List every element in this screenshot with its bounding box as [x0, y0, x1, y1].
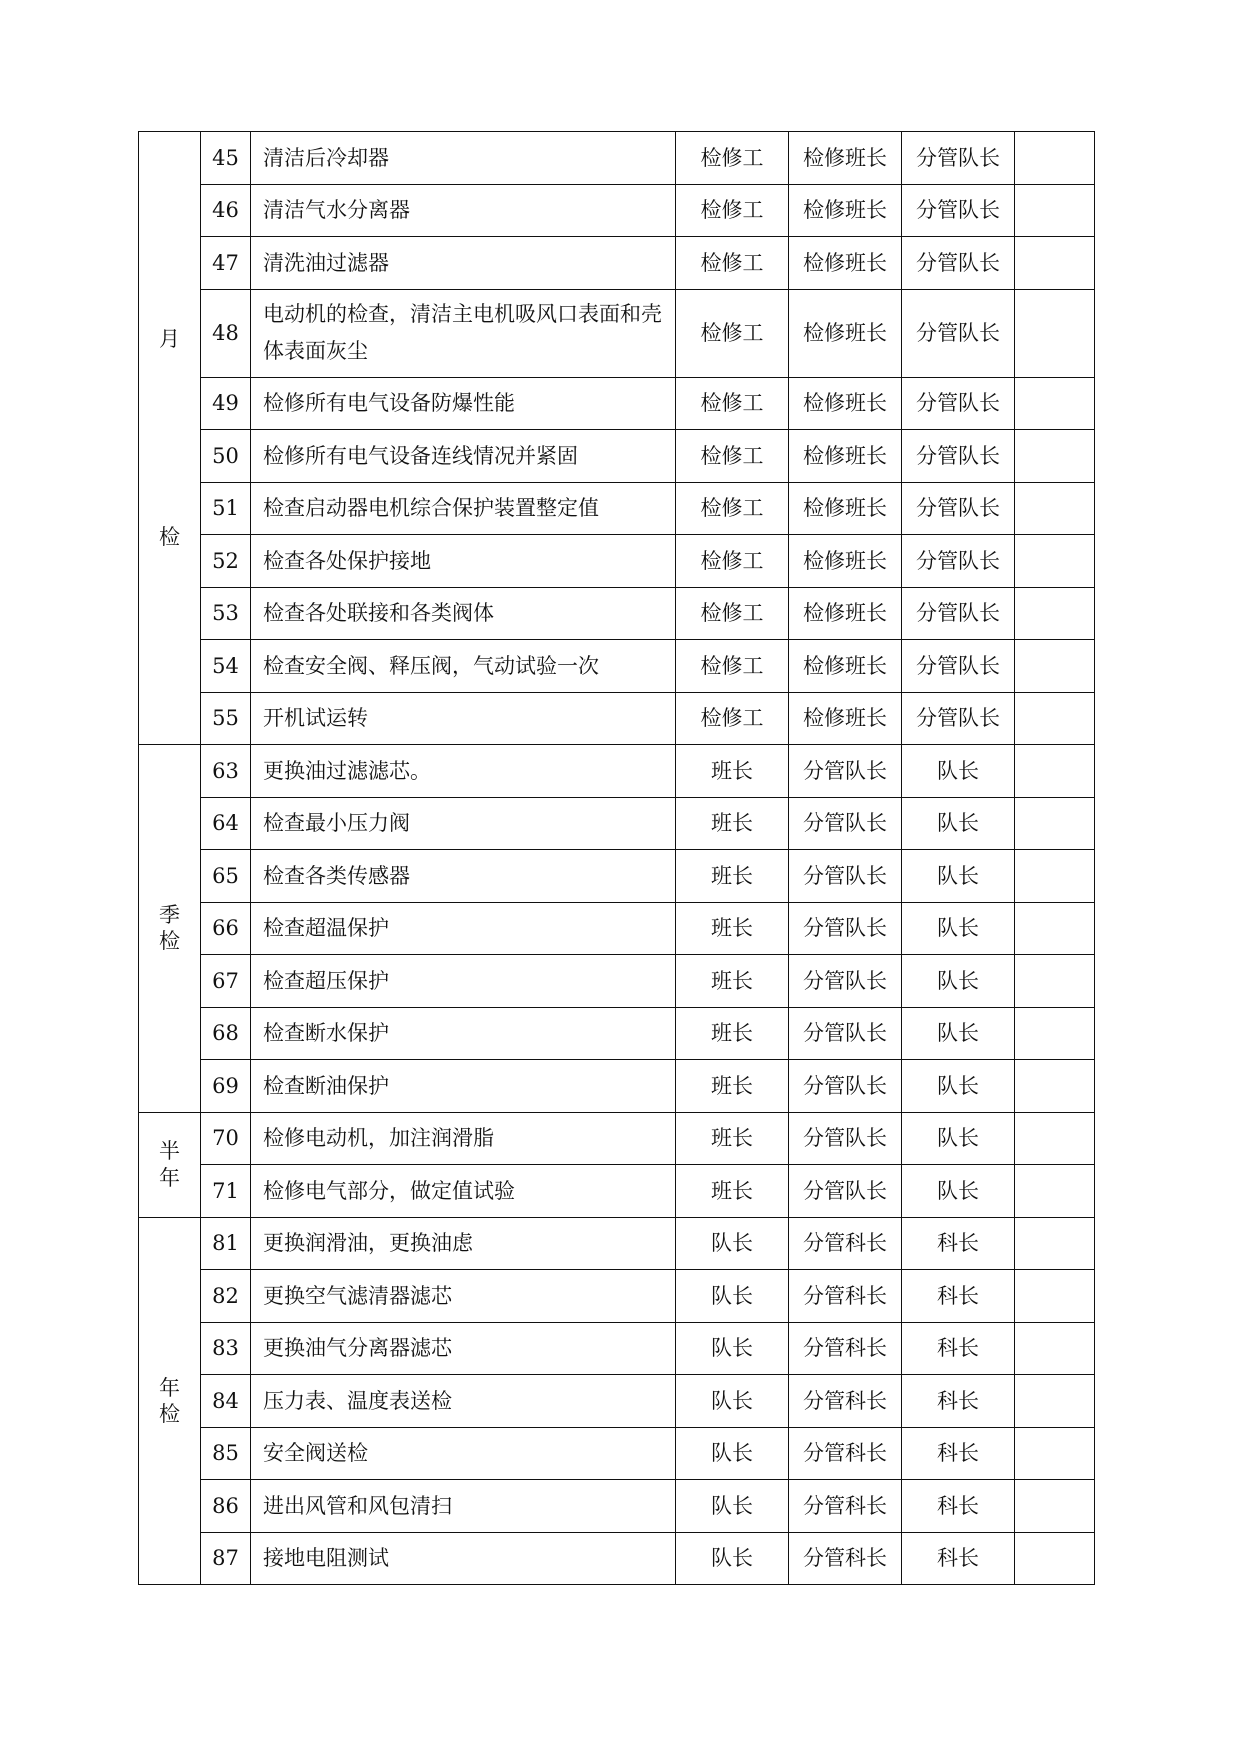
supervisor-cell: 队长: [902, 1007, 1015, 1060]
category-char-1: 年: [159, 1375, 180, 1400]
executor-cell: 队长: [676, 1322, 789, 1375]
category-cell: [139, 132, 201, 745]
checker-cell: 分管科长: [789, 1427, 902, 1480]
supervisor-cell: 分管队长: [902, 237, 1015, 290]
supervisor-cell: 队长: [902, 955, 1015, 1008]
row-number: 48: [201, 289, 251, 377]
table-row: [139, 1007, 1095, 1060]
supervisor-cell: 科长: [902, 1532, 1015, 1585]
checker-cell: 检修班长: [789, 692, 902, 745]
executor-cell: 队长: [676, 1427, 789, 1480]
table-row: [139, 1165, 1095, 1218]
table-row: [139, 289, 1095, 377]
supervisor-cell: 队长: [902, 1165, 1015, 1218]
executor-cell: 队长: [676, 1532, 789, 1585]
executor-cell: 检修工: [676, 184, 789, 237]
remarks-cell: [1015, 377, 1095, 430]
remarks-cell: [1015, 1217, 1095, 1270]
remarks-cell: [1015, 797, 1095, 850]
category-cell: [139, 745, 201, 1113]
executor-cell: 队长: [676, 1270, 789, 1323]
supervisor-cell: 科长: [902, 1480, 1015, 1533]
executor-cell: 队长: [676, 1375, 789, 1428]
table-row: [139, 640, 1095, 693]
row-number: 81: [201, 1217, 251, 1270]
table-body: [139, 132, 1095, 1585]
category-cell: [139, 1112, 201, 1217]
remarks-cell: [1015, 1165, 1095, 1218]
category-char-2: 检: [159, 525, 180, 549]
table-row: [139, 1217, 1095, 1270]
checker-cell: 分管队长: [789, 902, 902, 955]
supervisor-cell: 分管队长: [902, 377, 1015, 430]
row-number: 65: [201, 850, 251, 903]
row-number: 52: [201, 535, 251, 588]
item-description: 更换油过滤滤芯。: [251, 745, 676, 798]
remarks-cell: [1015, 745, 1095, 798]
row-number: 87: [201, 1532, 251, 1585]
executor-cell: 检修工: [676, 482, 789, 535]
table-row: [139, 1060, 1095, 1113]
row-number: 84: [201, 1375, 251, 1428]
row-number: 55: [201, 692, 251, 745]
executor-cell: 检修工: [676, 430, 789, 483]
executor-cell: 班长: [676, 1060, 789, 1113]
table-row: [139, 1480, 1095, 1533]
category-cell: [139, 1217, 201, 1585]
table-row: [139, 377, 1095, 430]
checker-cell: 检修班长: [789, 640, 902, 693]
remarks-cell: [1015, 1007, 1095, 1060]
table-row: [139, 955, 1095, 1008]
checker-cell: 检修班长: [789, 482, 902, 535]
item-description: 检查断水保护: [251, 1007, 676, 1060]
table-row: [139, 237, 1095, 290]
row-number: 82: [201, 1270, 251, 1323]
item-description: 检修所有电气设备防爆性能: [251, 377, 676, 430]
checker-cell: 分管科长: [789, 1322, 902, 1375]
item-description: 开机试运转: [251, 692, 676, 745]
remarks-cell: [1015, 1322, 1095, 1375]
item-description: 检查最小压力阀: [251, 797, 676, 850]
remarks-cell: [1015, 902, 1095, 955]
row-number: 83: [201, 1322, 251, 1375]
remarks-cell: [1015, 237, 1095, 290]
checker-cell: 分管科长: [789, 1270, 902, 1323]
checker-cell: 检修班长: [789, 132, 902, 185]
table-row: [139, 902, 1095, 955]
remarks-cell: [1015, 482, 1095, 535]
checker-cell: 检修班长: [789, 237, 902, 290]
row-number: 51: [201, 482, 251, 535]
category-char-1: 半: [159, 1139, 180, 1164]
supervisor-cell: 队长: [902, 1060, 1015, 1113]
supervisor-cell: 分管队长: [902, 535, 1015, 588]
checker-cell: 分管队长: [789, 1007, 902, 1060]
item-description: 安全阀送检: [251, 1427, 676, 1480]
executor-cell: 班长: [676, 955, 789, 1008]
executor-cell: 检修工: [676, 587, 789, 640]
row-number: 46: [201, 184, 251, 237]
remarks-cell: [1015, 1270, 1095, 1323]
table-row: [139, 587, 1095, 640]
remarks-cell: [1015, 535, 1095, 588]
row-number: 85: [201, 1427, 251, 1480]
supervisor-cell: 科长: [902, 1270, 1015, 1323]
remarks-cell: [1015, 132, 1095, 185]
executor-cell: 班长: [676, 1112, 789, 1165]
item-description: 更换油气分离器滤芯: [251, 1322, 676, 1375]
table-row: [139, 1270, 1095, 1323]
row-number: 71: [201, 1165, 251, 1218]
table-row: [139, 482, 1095, 535]
table-row: [139, 1532, 1095, 1585]
category-char-2: 检: [159, 929, 180, 954]
checker-cell: 分管队长: [789, 797, 902, 850]
executor-cell: 检修工: [676, 377, 789, 430]
row-number: 54: [201, 640, 251, 693]
executor-cell: 检修工: [676, 237, 789, 290]
checker-cell: 检修班长: [789, 535, 902, 588]
item-description: 检修电气部分，做定值试验: [251, 1165, 676, 1218]
category-char-2: 年: [159, 1165, 180, 1190]
remarks-cell: [1015, 692, 1095, 745]
item-description: 检查安全阀、释压阀，气动试验一次: [251, 640, 676, 693]
supervisor-cell: 分管队长: [902, 132, 1015, 185]
executor-cell: 检修工: [676, 640, 789, 693]
checker-cell: 检修班长: [789, 184, 902, 237]
row-number: 53: [201, 587, 251, 640]
checker-cell: 分管科长: [789, 1375, 902, 1428]
supervisor-cell: 队长: [902, 1112, 1015, 1165]
checker-cell: 检修班长: [789, 430, 902, 483]
remarks-cell: [1015, 1375, 1095, 1428]
supervisor-cell: 分管队长: [902, 692, 1015, 745]
category-char-1: 月: [159, 326, 180, 351]
supervisor-cell: 分管队长: [902, 640, 1015, 693]
remarks-cell: [1015, 1427, 1095, 1480]
remarks-cell: [1015, 289, 1095, 377]
row-number: 49: [201, 377, 251, 430]
remarks-cell: [1015, 430, 1095, 483]
item-description: 检查各处联接和各类阀体: [251, 587, 676, 640]
table-row: [139, 1375, 1095, 1428]
executor-cell: 检修工: [676, 692, 789, 745]
executor-cell: 班长: [676, 850, 789, 903]
remarks-cell: [1015, 1480, 1095, 1533]
executor-cell: 检修工: [676, 535, 789, 588]
table-row: [139, 850, 1095, 903]
item-description: 电动机的检查，清洁主电机吸风口表面和壳体表面灰尘: [251, 289, 676, 377]
row-number: 67: [201, 955, 251, 1008]
checker-cell: 分管科长: [789, 1532, 902, 1585]
remarks-cell: [1015, 587, 1095, 640]
row-number: 66: [201, 902, 251, 955]
row-number: 64: [201, 797, 251, 850]
item-description: 检查超温保护: [251, 902, 676, 955]
supervisor-cell: 队长: [902, 902, 1015, 955]
supervisor-cell: 科长: [902, 1217, 1015, 1270]
supervisor-cell: 分管队长: [902, 289, 1015, 377]
item-description: 检查启动器电机综合保护装置整定值: [251, 482, 676, 535]
checker-cell: 分管队长: [789, 1112, 902, 1165]
row-number: 68: [201, 1007, 251, 1060]
remarks-cell: [1015, 850, 1095, 903]
supervisor-cell: 科长: [902, 1427, 1015, 1480]
supervisor-cell: 分管队长: [902, 184, 1015, 237]
executor-cell: 队长: [676, 1217, 789, 1270]
table-row: [139, 430, 1095, 483]
checker-cell: 分管队长: [789, 850, 902, 903]
executor-cell: 班长: [676, 902, 789, 955]
supervisor-cell: 分管队长: [902, 587, 1015, 640]
table-row: [139, 1427, 1095, 1480]
checker-cell: 分管队长: [789, 1165, 902, 1218]
item-description: 检修电动机，加注润滑脂: [251, 1112, 676, 1165]
remarks-cell: [1015, 1060, 1095, 1113]
row-number: 69: [201, 1060, 251, 1113]
row-number: 45: [201, 132, 251, 185]
item-description: 进出风管和风包清扫: [251, 1480, 676, 1533]
checker-cell: 分管队长: [789, 1060, 902, 1113]
supervisor-cell: 队长: [902, 850, 1015, 903]
item-description: 检查各处保护接地: [251, 535, 676, 588]
row-number: 86: [201, 1480, 251, 1533]
row-number: 70: [201, 1112, 251, 1165]
table-row: [139, 535, 1095, 588]
remarks-cell: [1015, 1532, 1095, 1585]
category-spacer: [139, 352, 200, 524]
executor-cell: 队长: [676, 1480, 789, 1533]
table-row: [139, 184, 1095, 237]
executor-cell: 班长: [676, 1007, 789, 1060]
item-description: 检修所有电气设备连线情况并紧固: [251, 430, 676, 483]
supervisor-cell: 科长: [902, 1375, 1015, 1428]
remarks-cell: [1015, 184, 1095, 237]
item-description: 更换空气滤清器滤芯: [251, 1270, 676, 1323]
supervisor-cell: 分管队长: [902, 430, 1015, 483]
checker-cell: 检修班长: [789, 377, 902, 430]
item-description: 清洁气水分离器: [251, 184, 676, 237]
checker-cell: 分管队长: [789, 745, 902, 798]
supervisor-cell: 队长: [902, 745, 1015, 798]
executor-cell: 班长: [676, 1165, 789, 1218]
table-row: [139, 132, 1095, 185]
remarks-cell: [1015, 640, 1095, 693]
table-row: [139, 692, 1095, 745]
maintenance-table: [138, 131, 1095, 1585]
category-char-2: 检: [159, 1401, 180, 1426]
executor-cell: 班长: [676, 745, 789, 798]
remarks-cell: [1015, 1112, 1095, 1165]
checker-cell: 分管科长: [789, 1480, 902, 1533]
checker-cell: 检修班长: [789, 587, 902, 640]
category-char-1: 季: [159, 903, 180, 927]
supervisor-cell: 分管队长: [902, 482, 1015, 535]
item-description: 清洁后冷却器: [251, 132, 676, 185]
item-description: 接地电阻测试: [251, 1532, 676, 1585]
checker-cell: 分管队长: [789, 955, 902, 1008]
executor-cell: 检修工: [676, 132, 789, 185]
item-description: 检查超压保护: [251, 955, 676, 1008]
remarks-cell: [1015, 955, 1095, 1008]
table-row: [139, 797, 1095, 850]
row-number: 50: [201, 430, 251, 483]
executor-cell: 班长: [676, 797, 789, 850]
item-description: 检查断油保护: [251, 1060, 676, 1113]
item-description: 检查各类传感器: [251, 850, 676, 903]
row-number: 47: [201, 237, 251, 290]
checker-cell: 分管科长: [789, 1217, 902, 1270]
supervisor-cell: 科长: [902, 1322, 1015, 1375]
item-description: 更换润滑油，更换油虑: [251, 1217, 676, 1270]
checker-cell: 检修班长: [789, 289, 902, 377]
item-description: 清洗油过滤器: [251, 237, 676, 290]
item-description: 压力表、温度表送检: [251, 1375, 676, 1428]
table-row: [139, 1322, 1095, 1375]
row-number: 63: [201, 745, 251, 798]
table-row: [139, 745, 1095, 798]
supervisor-cell: 队长: [902, 797, 1015, 850]
executor-cell: 检修工: [676, 289, 789, 377]
table-row: [139, 1112, 1095, 1165]
